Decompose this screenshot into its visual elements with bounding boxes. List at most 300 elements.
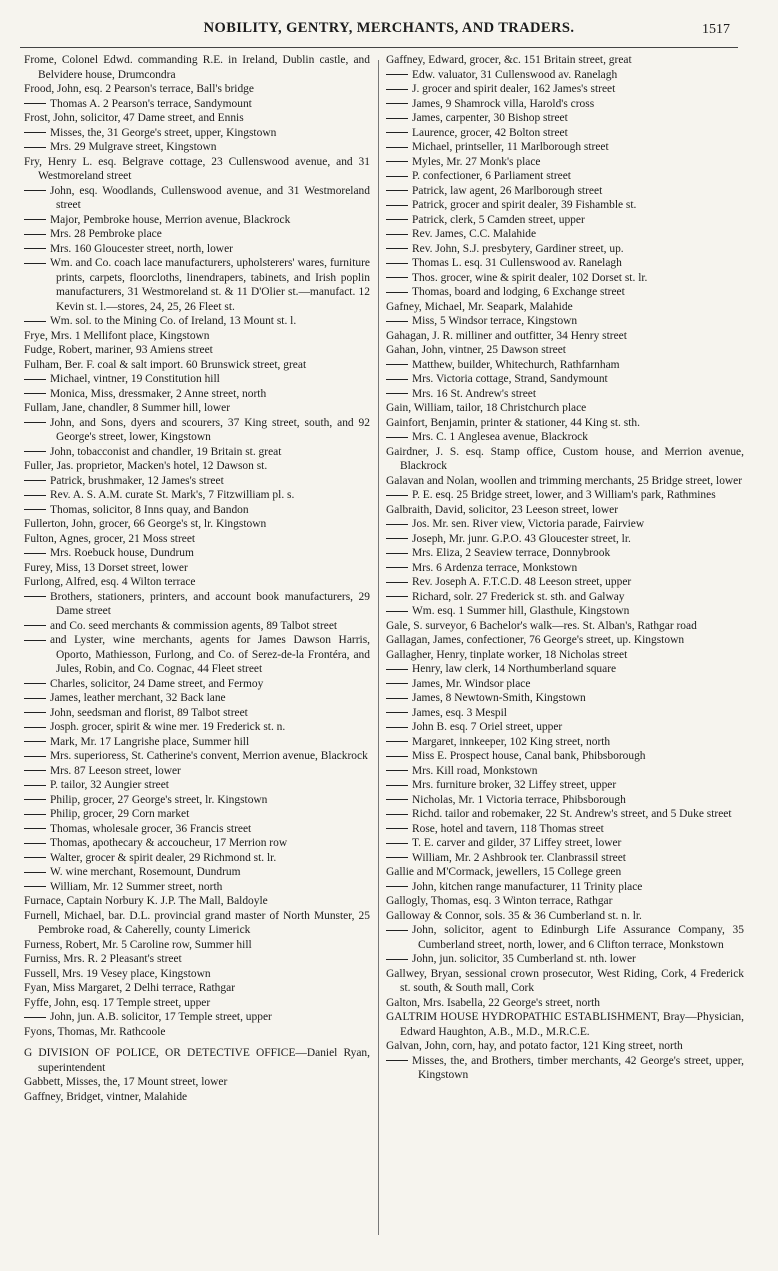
entry-text: James, 9 Shamrock villa, Harold's cross [412,97,595,110]
entry-text: Mrs. 28 Pembroke place [50,228,162,240]
entry-text: Frood, John, esq. 2 Pearson's terrace, Ball's bridge [24,83,254,95]
entry-text: Galavan and Nolan, woollen and trimming merchants, 25 Bridge street, lower [386,474,743,487]
directory-entry [24,517,370,532]
entry-text: and Co. seed merchants & commission agents, 89 Talbot street [50,619,338,632]
directory-sub-entry [386,851,744,866]
entry-text: Wm. and Co. coach lace manufacturers, upholsterers' wares, furniture prints, carpets, floorcloths, linendrapers, tabinets, and Irish poplin manufacturers, 31 Westmoreland st. & 11 D'Olier st.—manufact. 12 Kevin st. l.—stores, 24, 25, 26 Fleet st. [50,257,370,313]
ditto-dash [386,553,408,554]
directory-sub-entry [386,923,744,952]
ditto-dash [24,248,46,249]
entry-text: James, Mr. Windsor place [412,677,531,690]
ditto-dash [386,538,408,539]
directory-sub-entry [386,720,744,735]
directory-sub-entry [24,314,370,329]
entry-text: Fulham, Ber. F. coal & salt import. 60 Brunswick street, great [24,358,307,371]
entry-text: Walter, grocer & spirit dealer, 29 Richmond st. lr. [50,851,277,864]
ditto-dash [386,321,408,322]
directory-sub-entry [24,1010,370,1025]
directory-sub-entry [386,706,744,721]
directory-entry [386,894,744,909]
ditto-dash [386,799,408,800]
entry-text: Charles, solicitor, 24 Dame street, and Fermoy [50,677,264,690]
entry-text: Philip, grocer, 29 Corn market [50,808,190,820]
directory-sub-entry [386,604,744,619]
ditto-dash [386,959,408,960]
entry-text: Myles, Mr. 27 Monk's place [412,155,541,168]
ditto-dash [24,741,46,742]
directory-entry [24,909,370,938]
directory-entry [386,909,744,924]
entry-text: Gain, William, tailor, 18 Christchurch place [386,402,587,414]
directory-sub-entry [24,372,370,387]
entry-text: Galton, Mrs. Isabella, 22 George's street, north [386,996,601,1009]
ditto-dash [386,567,408,568]
ditto-dash [24,814,46,815]
ditto-dash [386,161,408,162]
directory-sub-entry [386,387,744,402]
directory-sub-entry [24,749,370,764]
entry-text: Fyons, Thomas, Mr. Rathcoole [24,1025,166,1038]
entry-text: J. grocer and spirit dealer, 162 James's street [412,83,616,95]
entry-text: Edw. valuator, 31 Cullenswood av. Ranelagh [412,68,618,81]
entry-text: T. E. carver and gilder, 37 Liffey street, lower [412,837,622,849]
entry-text: Rose, hotel and tavern, 118 Thomas street [412,822,604,835]
ditto-dash [24,495,46,496]
directory-entry [24,459,370,474]
entry-text: Gallagan, James, confectioner, 76 George's street, up. Kingstown [386,634,685,646]
entry-text: Mrs. Eliza, 2 Seaview terrace, Donnybrook [412,547,611,559]
ditto-dash [24,596,46,597]
entry-text: Fry, Henry L. esq. Belgrave cottage, 23 Cullenswood avenue, and 31 Westmoreland street [24,155,370,182]
directory-sub-entry [386,590,744,605]
entry-text: Rev. A. S. A.M. curate St. Mark's, 7 Fitzwilliam pl. s. [50,489,295,501]
entry-text: Misses, the, and Brothers, timber merchants, 42 George's street, upper, Kingstown [412,1054,744,1081]
directory-entry [24,401,370,416]
entry-text: Monica, Miss, dressmaker, 2 Anne street, north [50,387,267,400]
directory-sub-entry [24,227,370,242]
entry-text: Patrick, clerk, 5 Camden street, upper [412,213,585,226]
directory-sub-entry [386,793,744,808]
directory-sub-entry [24,619,370,634]
directory-sub-entry [386,546,744,561]
entry-text: Mrs. 16 St. Andrew's street [412,387,537,400]
directory-sub-entry [386,242,744,257]
ditto-dash [24,379,46,380]
ditto-dash [386,524,408,525]
entry-text: W. wine merchant, Rosemount, Dundrum [50,866,241,878]
entry-text: Michael, vintner, 19 Constitution hill [50,373,220,385]
entry-text: Miss, 5 Windsor terrace, Kingstown [412,315,578,327]
ditto-dash [386,756,408,757]
entry-text: James, 8 Newtown-Smith, Kingstown [412,692,586,704]
ditto-dash [24,698,46,699]
directory-sub-entry [386,372,744,387]
entry-text: Mrs. Roebuck house, Dundrum [50,547,194,559]
ditto-dash [386,277,408,278]
entry-text: James, leather merchant, 32 Back lane [50,692,226,704]
directory-sub-entry [386,561,744,576]
ditto-dash [386,1060,408,1061]
directory-sub-entry [24,184,370,213]
directory-sub-entry [386,169,744,184]
directory-entry [24,532,370,547]
entry-text: Fussell, Mrs. 19 Vesey place, Kingstown [24,967,211,980]
ditto-dash [24,712,46,713]
directory-entry [386,619,744,634]
directory-sub-entry [386,155,744,170]
directory-entry [386,996,744,1011]
entry-text: Gafney, Michael, Mr. Seapark, Malahide [386,300,573,313]
entry-text: John, solicitor, agent to Edinburgh Life Assurance Company, 35 Cumberland street, north, lower, and 6 Clifton terrace, Monkstown [412,924,744,951]
entry-text: Mrs. 160 Gloucester street, north, lower [50,242,233,255]
directory-entry [386,865,744,880]
directory-sub-entry [24,851,370,866]
entry-text: Patrick, law agent, 26 Marlborough street [412,184,603,197]
directory-sub-entry [386,227,744,242]
entry-text: Mrs. 87 Leeson street, lower [50,764,181,777]
entry-text: Gairdner, J. S. esq. Stamp office, Custom house, and Merrion avenue, Blackrock [386,445,744,472]
entry-text: Fulton, Agnes, grocer, 21 Moss street [24,532,196,545]
entry-text: Major, Pembroke house, Merrion avenue, Blackrock [50,213,291,226]
ditto-dash [386,248,408,249]
entry-text: John, kitchen range manufacturer, 11 Trinity place [412,880,643,893]
ditto-dash [386,190,408,191]
directory-entry [24,967,370,982]
entry-text: Margaret, innkeeper, 102 King street, north [412,735,611,748]
ditto-dash [386,495,408,496]
entry-text: Mrs. furniture broker, 32 Liffey street, upper [412,779,617,791]
ditto-dash [24,451,46,452]
directory-sub-entry [24,445,370,460]
directory-sub-entry [386,532,744,547]
entry-text: Mrs. 29 Mulgrave street, Kingstown [50,141,217,153]
directory-sub-entry [24,822,370,837]
directory-sub-entry [386,735,744,750]
ditto-dash [386,886,408,887]
directory-entry [386,343,744,358]
directory-sub-entry [24,706,370,721]
directory-entry [386,329,744,344]
ditto-dash [386,741,408,742]
directory-sub-entry [24,488,370,503]
entry-text: Josph. grocer, spirit & wine mer. 19 Frederick st. n. [50,721,286,733]
directory-entry [24,938,370,953]
ditto-dash [24,886,46,887]
ditto-dash [386,828,408,829]
ditto-dash [24,785,46,786]
directory-sub-entry [386,271,744,286]
entry-text: and Lyster, wine merchants, agents for James Dawson Harris, Oporto, Mathiesson, Furlong, and Co. of Serez-de-la Frontéra, and Jules, Robin, and Co. Cognac, 44 Fleet street [50,634,370,675]
directory-entry [24,952,370,967]
ditto-dash [386,698,408,699]
column-divider [378,60,379,1235]
entry-text: P. tailor, 32 Aungier street [50,779,169,791]
entry-text: Brothers, stationers, printers, and account book manufacturers, 29 Dame street [50,590,370,617]
directory-sub-entry [24,213,370,228]
entry-text: John, esq. Woodlands, Cullenswood avenue, and 31 Westmoreland street [50,184,370,211]
directory-entry [386,633,744,648]
directory-sub-entry [386,111,744,126]
entry-text: Mark, Mr. 17 Langrishe place, Summer hill [50,735,250,748]
entry-text: Gale, S. surveyor, 6 Bachelor's walk—res. St. Alban's, Rathgar road [386,619,697,632]
directory-entry [24,82,370,97]
ditto-dash [386,103,408,104]
directory-sub-entry [24,880,370,895]
entry-text: Richard, solr. 27 Frederick st. sth. and Galway [412,590,625,603]
directory-entry [386,967,744,996]
directory-sub-entry [386,952,744,967]
directory-sub-entry [24,474,370,489]
directory-sub-entry [24,97,370,112]
entry-text: Philip, grocer, 27 George's street, lr. Kingstown [50,793,268,806]
entry-text: Fudge, Robert, mariner, 93 Amiens street [24,344,213,356]
ditto-dash [24,147,46,148]
directory-sub-entry [24,735,370,750]
directory-sub-entry [386,126,744,141]
ditto-dash [24,843,46,844]
entry-text: Frome, Colonel Edwd. commanding R.E. in Ireland, Dublin castle, and Belvidere house, Drumcondra [24,54,370,81]
directory-sub-entry [24,546,370,561]
entry-text: John, jun. solicitor, 35 Cumberland st. nth. lower [412,953,636,965]
directory-sub-entry [386,358,744,373]
directory-sub-entry [386,677,744,692]
entry-text: Jos. Mr. sen. River view, Victoria parade, Fairview [412,518,645,530]
ditto-dash [386,219,408,220]
ditto-dash [386,205,408,206]
directory-sub-entry [386,213,744,228]
entry-text: John, jun. A.B. solicitor, 17 Temple street, upper [50,1011,272,1023]
entry-text: John, tobacconist and chandler, 19 Britain st. great [50,445,282,458]
entry-text: P. confectioner, 6 Parliament street [412,170,571,182]
entry-text: Thomas A. 2 Pearson's terrace, Sandymount [50,97,252,110]
entry-text: Rev. Joseph A. F.T.C.D. 48 Leeson street, upper [412,576,632,588]
directory-entry [24,1025,370,1040]
ditto-dash [24,683,46,684]
ditto-dash [386,74,408,75]
entry-text: Gaffney, Bridget, vintner, Malahide [24,1090,188,1103]
ditto-dash [386,596,408,597]
directory-sub-entry [386,691,744,706]
entry-text: Fyffe, John, esq. 17 Temple street, upper [24,996,211,1009]
ditto-dash [386,292,408,293]
entry-text: Wm. sol. to the Mining Co. of Ireland, 13 Mount st. l. [50,315,297,327]
directory-entry [386,1010,744,1039]
directory-entry [386,416,744,431]
ditto-dash [24,1017,46,1018]
directory-sub-entry [24,242,370,257]
entry-text: Gabbett, Misses, the, 17 Mount street, lower [24,1076,228,1088]
ditto-dash [24,509,46,510]
entry-text: Thomas, solicitor, 8 Inns quay, and Bandon [50,503,249,516]
ditto-dash [24,640,46,641]
ditto-dash [386,263,408,264]
directory-sub-entry [386,198,744,213]
directory-sub-entry [386,184,744,199]
entry-text: Thomas, wholesale grocer, 36 Francis street [50,822,252,835]
ditto-dash [386,132,408,133]
directory-sub-entry [386,575,744,590]
entry-text: Gaffney, Edward, grocer, &c. 151 Britain street, great [386,54,632,66]
directory-entry [24,575,370,590]
directory-sub-entry [24,256,370,314]
ditto-dash [24,756,46,757]
entry-text: Rev. John, S.J. presbytery, Gardiner street, up. [412,242,624,255]
ditto-dash [386,857,408,858]
entry-text: Mrs. superioress, St. Catherine's convent, Merrion avenue, Blackrock [50,750,368,762]
ditto-dash [24,103,46,104]
ditto-dash [386,364,408,365]
entry-text: Wm. esq. 1 Summer hill, Glasthule, Kingstown [412,605,630,617]
entry-text: Furniss, Mrs. R. 2 Pleasant's street [24,953,182,965]
entry-text: Frost, John, solicitor, 47 Dame street, and Ennis [24,112,244,124]
directory-entry [24,561,370,576]
header-rule [20,47,738,48]
ditto-dash [24,770,46,771]
entry-text: Mrs. Victoria cottage, Strand, Sandymount [412,373,608,385]
directory-entry [386,53,744,68]
entry-text: Matthew, builder, Whitechurch, Rathfarnham [412,358,620,371]
directory-sub-entry [386,836,744,851]
entry-text: Furnace, Captain Norbury K. J.P. The Mall, Baldoyle [24,895,268,907]
directory-sub-entry [386,140,744,155]
entry-text: Galloway & Connor, sols. 35 & 36 Cumberland st. n. lr. [386,909,642,922]
directory-sub-entry [24,416,370,445]
entry-text: James, esq. 3 Mespil [412,706,507,719]
ditto-dash [24,393,46,394]
ditto-dash [386,611,408,612]
directory-entry [386,1039,744,1054]
ditto-dash [386,437,408,438]
ditto-dash [386,669,408,670]
entry-text: Gallwey, Bryan, sessional crown prosecutor, West Riding, Cork, 4 Frederick st. south, & South mall, Cork [386,967,744,994]
entry-text: Miss E. Prospect house, Canal bank, Phibsborough [412,750,646,762]
directory-entry [386,445,744,474]
entry-text: William, Mr. 12 Summer street, north [50,880,223,893]
directory-entry [386,503,744,518]
directory-sub-entry [386,68,744,83]
ditto-dash [386,785,408,786]
entry-text: Henry, law clerk, 14 Northumberland square [412,663,617,675]
directory-sub-entry [386,314,744,329]
entry-text: Fullam, Jane, chandler, 8 Summer hill, lower [24,402,231,414]
ditto-dash [24,857,46,858]
directory-sub-entry [24,778,370,793]
entry-text: Galbraith, David, solicitor, 23 Leeson street, lower [386,503,619,516]
entry-text: Gallie and M'Cormack, jewellers, 15 College green [386,866,622,878]
directory-entry [386,474,744,489]
ditto-dash [24,553,46,554]
directory-sub-entry [24,865,370,880]
entry-text: Gahagan, J. R. milliner and outfitter, 34 Henry street [386,329,627,342]
left-column [24,53,370,1104]
right-column [386,53,744,1083]
directory-sub-entry [386,82,744,97]
ditto-dash [24,828,46,829]
entry-text: Richd. tailor and robemaker, 22 St. Andrew's street, and 5 Duke street [412,808,732,820]
directory-entry [24,155,370,184]
directory-entry [386,648,744,663]
entry-text: Mrs. C. 1 Anglesea avenue, Blackrock [412,431,588,443]
directory-entry [24,1046,370,1075]
ditto-dash [386,770,408,771]
ditto-dash [386,393,408,394]
ditto-dash [386,814,408,815]
entry-text: Furnell, Michael, bar. D.L. provincial grand master of North Munster, 25 Pembroke road, & Caherelly, county Limerick [24,909,370,936]
directory-sub-entry [24,387,370,402]
directory-sub-entry [24,836,370,851]
page-header-title: NOBILITY, GENTRY, MERCHANTS, AND TRADERS. [203,20,575,36]
entry-text: Frye, Mrs. 1 Mellifont place, Kingstown [24,329,210,342]
directory-sub-entry [386,488,744,503]
directory-entry [386,401,744,416]
ditto-dash [24,263,46,264]
directory-sub-entry [386,285,744,300]
entry-text: Nicholas, Mr. 1 Victoria terrace, Phibsborough [412,793,626,806]
directory-sub-entry [386,764,744,779]
directory-sub-entry [24,807,370,822]
ditto-dash [24,625,46,626]
ditto-dash [24,190,46,191]
ditto-dash [386,712,408,713]
entry-text: John, seedsman and florist, 89 Talbot street [50,706,248,719]
entry-text: John B. esq. 7 Oriel street, upper [412,721,563,733]
ditto-dash [24,132,46,133]
ditto-dash [386,930,408,931]
directory-entry [24,996,370,1011]
ditto-dash [24,727,46,728]
entry-text: Furness, Robert, Mr. 5 Caroline row, Summer hill [24,938,252,951]
entry-text: Fyan, Miss Margaret, 2 Delhi terrace, Rathgar [24,982,236,994]
ditto-dash [386,683,408,684]
directory-sub-entry [386,807,744,822]
entry-text: John, and Sons, dyers and scourers, 37 King street, south, and 92 George's street, lower, Kingstown [50,416,370,443]
entry-text: James, carpenter, 30 Bishop street [412,112,568,124]
entry-text: Laurence, grocer, 42 Bolton street [412,126,568,139]
directory-entry [24,329,370,344]
entry-text: Joseph, Mr. junr. G.P.O. 43 Gloucester street, lr. [412,532,631,545]
entry-text: Fuller, Jas. proprietor, Macken's hotel, 12 Dawson st. [24,460,268,472]
entry-text: Galvan, John, corn, hay, and potato factor, 121 King street, north [386,1040,683,1052]
entry-text: Thos. grocer, wine & spirit dealer, 102 Dorset st. lr. [412,271,648,284]
directory-sub-entry [24,691,370,706]
entry-text: Thomas, apothecary & accoucheur, 17 Merrion row [50,837,288,849]
directory-sub-entry [386,256,744,271]
directory-entry [24,1075,370,1090]
ditto-dash [386,147,408,148]
directory-entry [24,343,370,358]
directory-sub-entry [24,764,370,779]
ditto-dash [386,379,408,380]
entry-text: G DIVISION OF POLICE, OR DETECTIVE OFFICE—Daniel Ryan, superintendent [24,1047,370,1074]
entry-text: Fullerton, John, grocer, 66 George's st, lr. Kingstown [24,518,267,530]
ditto-dash [386,582,408,583]
directory-sub-entry [24,720,370,735]
directory-sub-entry [386,880,744,895]
entry-text: Mrs. Kill road, Monkstown [412,764,538,777]
ditto-dash [386,118,408,119]
directory-sub-entry [24,677,370,692]
ditto-dash [24,422,46,423]
directory-entry [24,53,370,82]
directory-sub-entry [24,140,370,155]
directory-entry [24,111,370,126]
directory-sub-entry [386,1054,744,1083]
directory-sub-entry [386,749,744,764]
entry-text: Rev. James, C.C. Malahide [412,228,537,240]
ditto-dash [24,234,46,235]
directory-entry [24,981,370,996]
ditto-dash [24,219,46,220]
